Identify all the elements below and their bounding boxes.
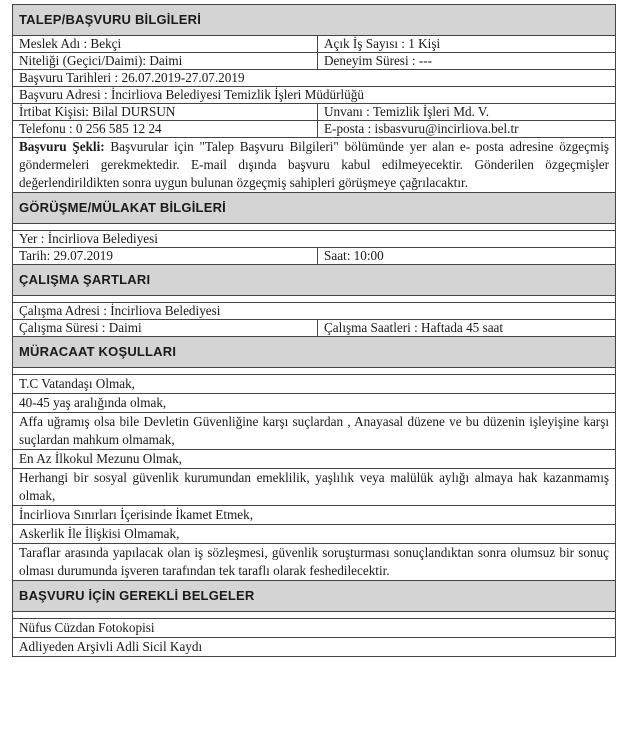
section-title-gorusme: GÖRÜŞME/MÜLAKAT BİLGİLERİ [13,193,615,224]
job-posting-table [12,4,616,657]
deneyim-suresi: Deneyim Süresi : --- [324,53,433,68]
row-basvuru-adresi [13,87,615,104]
section-title-calisma: ÇALIŞMA ŞARTLARI [13,265,615,296]
row-irtibat [13,104,615,121]
row-basvuru-tarihleri [13,70,615,87]
condition-item: İncirliova Sınırları İçerisinde İkamet Etmek, [13,506,615,525]
basvuru-adresi: Başvuru Adresi : İncirliova Belediyesi Temizlik İşleri Müdürlüğü [19,87,364,102]
row-telefon [13,121,615,138]
condition-item: T.C Vatandaşı Olmak, [13,375,615,394]
section-title-muracaat: MÜRACAAT KOŞULLARI [13,337,615,368]
row-meslek [13,36,615,53]
document-item: Adliyeden Arşivli Adli Sicil Kaydı [13,638,615,657]
section-title-talep: TALEP/BAŞVURU BİLGİLERİ [13,5,615,36]
telefonu: Telefonu : 0 256 585 12 24 [13,121,318,137]
row-yer [13,231,615,248]
acik-is-sayisi: Açık İş Sayısı : 1 Kişi [324,36,441,51]
row-calisma-adresi [13,303,615,320]
condition-item: En Az İlkokul Mezunu Olmak, [13,450,615,469]
spacer [13,368,615,375]
gorusme-saat: Saat: 10:00 [324,248,384,263]
unvani: Unvanı : Temizlik İşleri Md. V. [324,104,490,119]
gorusme-yer: Yer : İncirliova Belediyesi [19,231,158,246]
document-item: Nüfus Cüzdan Fotokopisi [13,619,615,638]
condition-item: Affa uğramış olsa bile Devletin Güvenliğine karşı suçlardan , Anayasal düzene ve bu düzenin işleyişine karşı suçlardan mahkum olmamak, [13,413,615,450]
row-tarih-saat [13,248,615,265]
row-nitelik [13,53,615,70]
gorusme-tarih: Tarih: 29.07.2019 [13,248,318,264]
condition-item: Taraflar arasında yapılacak olan iş sözleşmesi, güvenlik soruşturması sonuçlandıktan sonra olumsuz bir sonuç olması durumunda işveren tarafından tek taraflı olarak feshedilecektir. [13,544,615,581]
section-title-belgeler: BAŞVURU İÇİN GEREKLİ BELGELER [13,581,615,612]
spacer [13,296,615,303]
condition-item: Askerlik İle İlişkisi Olmamak, [13,525,615,544]
eposta[interactable]: E-posta : isbasvuru@incirliova.bel.tr [324,121,519,136]
row-calisma-suresi [13,320,615,337]
spacer [13,224,615,231]
basvuru-sekli-text: Başvurular için "Talep Başvuru Bilgileri" bölümünde yer alan e- posta adresine özgeçmiş göndermeleri gerekmektedir. E-mail dışında başvuru kabul edilmeyecektir. Gönderilen özgeçmişler değerlendirildikten sonra uygun bulunan özgeçmiş sahipleri görüşmeye çağrılacaktır. [19,139,609,190]
condition-item: Herhangi bir sosyal güvenlik kurumundan emeklilik, yaşlılık veya malülük aylığı almaya hak kazanmamış olmak, [13,469,615,506]
calisma-saatleri: Çalışma Saatleri : Haftada 45 saat [324,320,504,335]
niteligi: Niteliği (Geçici/Daimi): Daimi [13,53,318,69]
spacer [13,612,615,619]
basvuru-tarihleri: Başvuru Tarihleri : 26.07.2019-27.07.2019 [19,70,245,85]
condition-item: 40-45 yaş aralığında olmak, [13,394,615,413]
calisma-suresi: Çalışma Süresi : Daimi [13,320,318,336]
irtibat-kisisi: İrtibat Kişisi: Bilal DURSUN [13,104,318,120]
basvuru-sekli-label: Başvuru Şekli: [19,139,105,154]
basvuru-sekli [13,138,615,193]
calisma-adresi: Çalışma Adresi : İncirliova Belediyesi [19,303,221,318]
meslek-adi: Meslek Adı : Bekçi [13,36,318,52]
